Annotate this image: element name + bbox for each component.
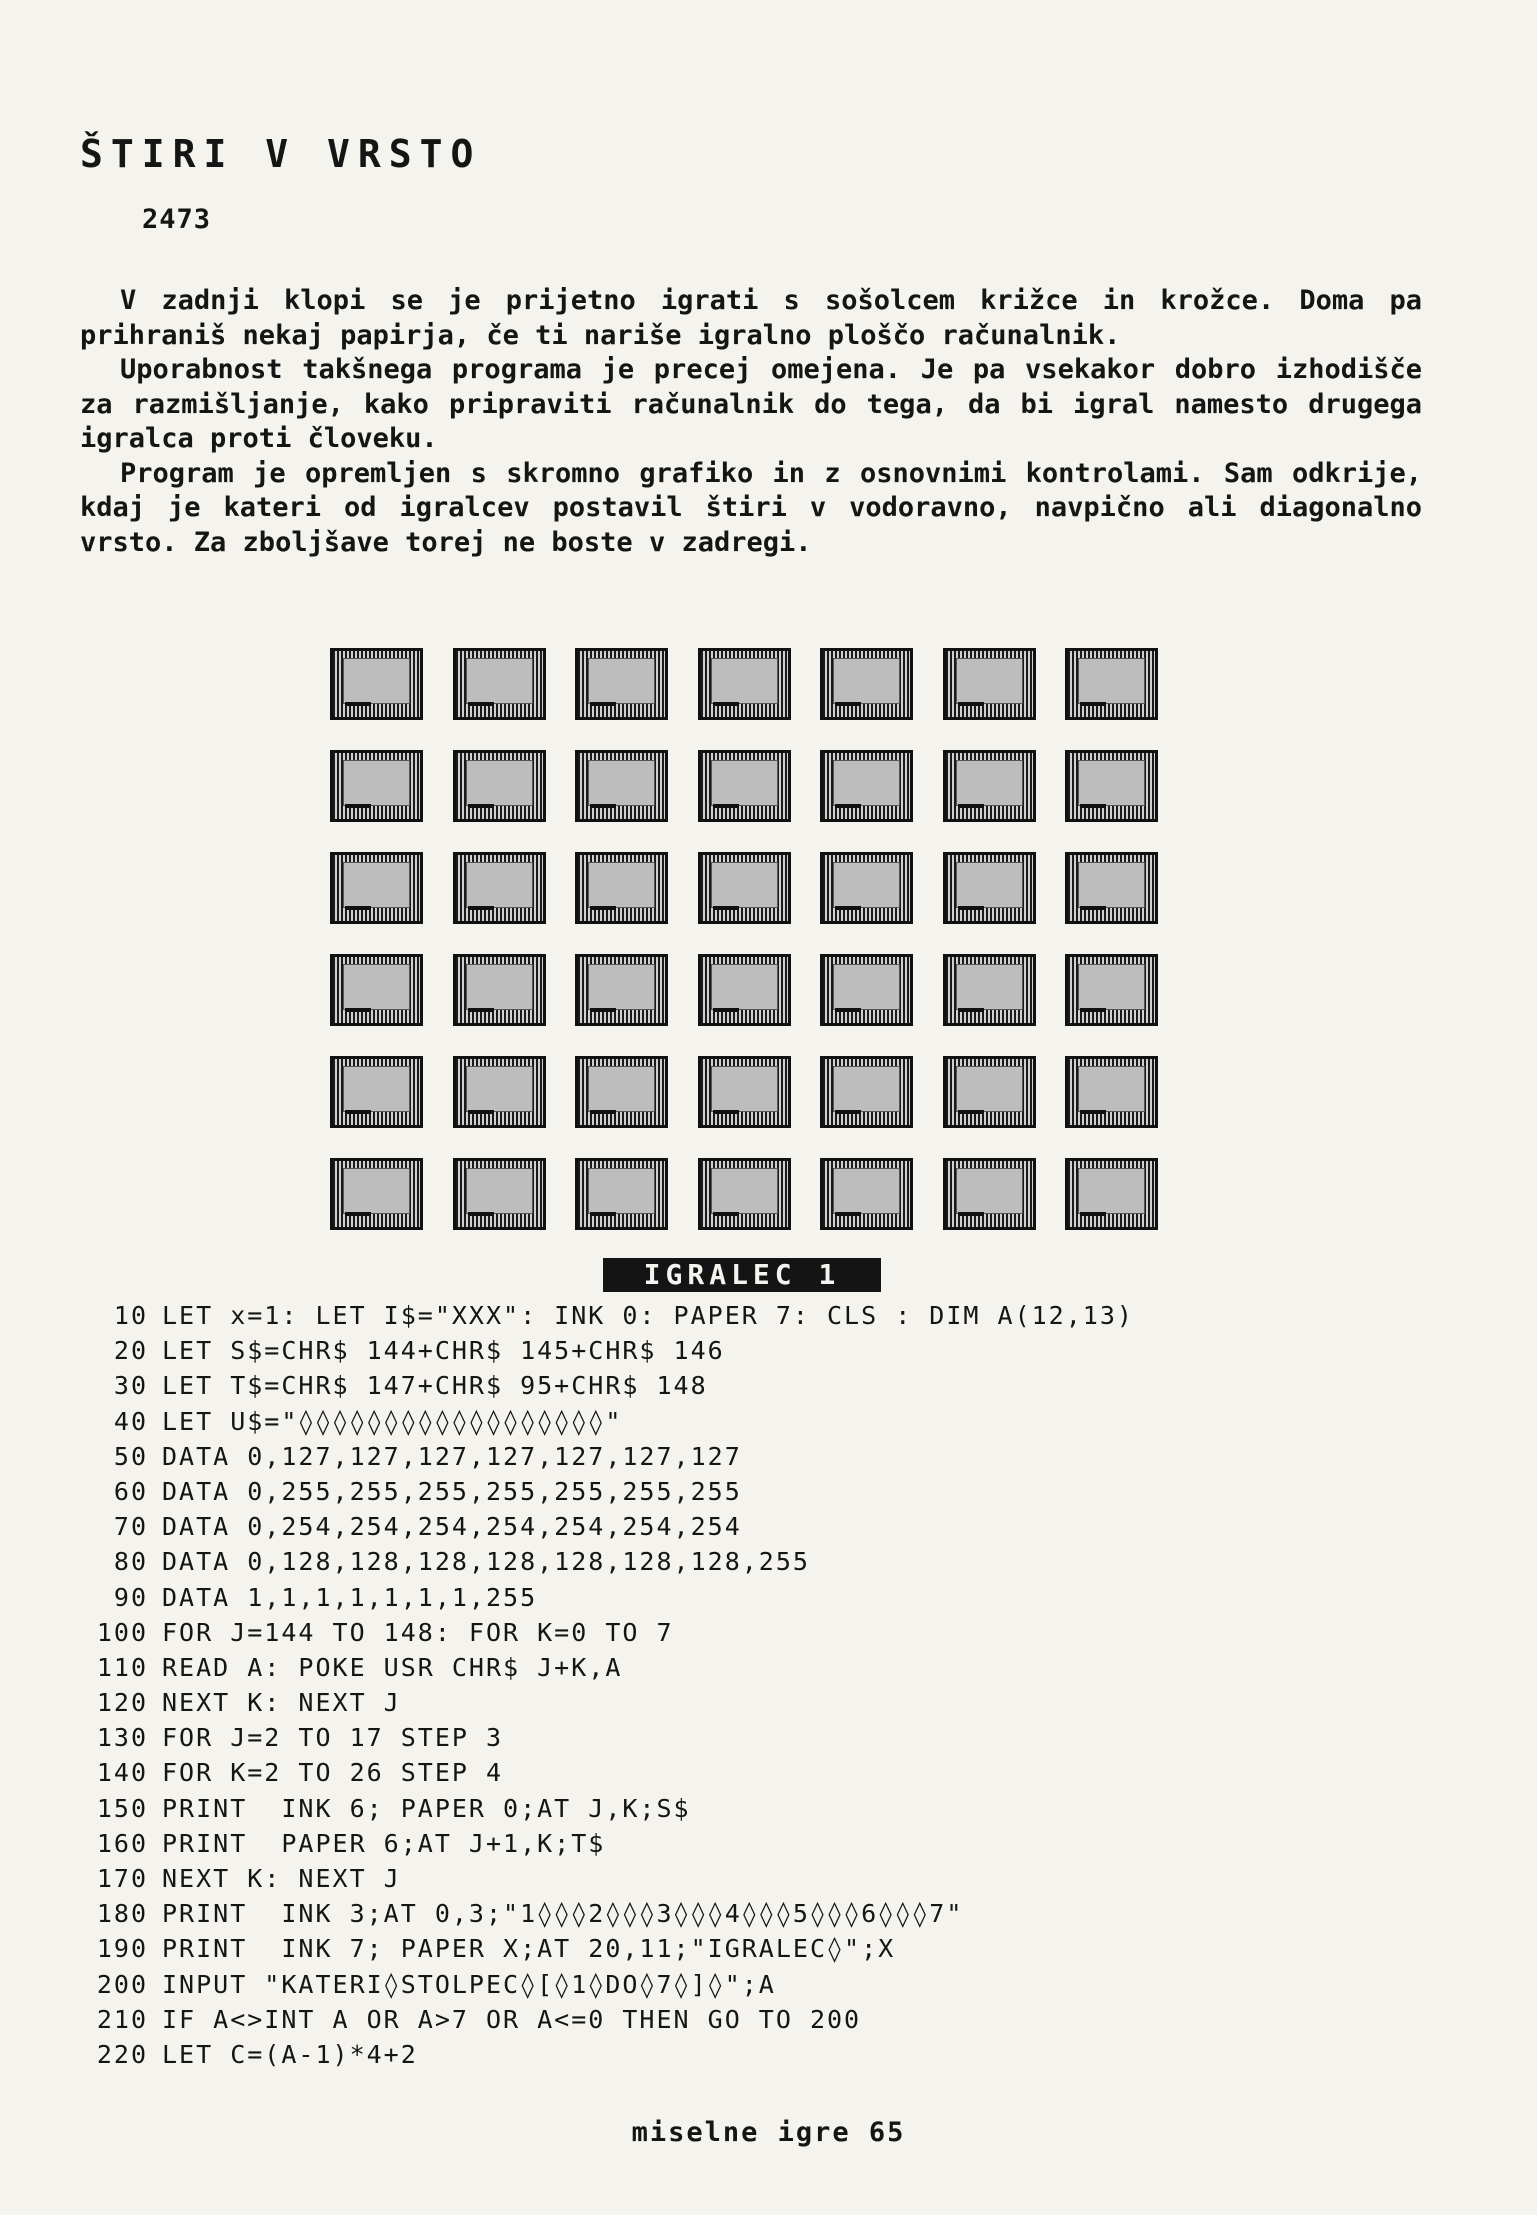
line-code: LET T$=CHR$ 147+CHR$ 95+CHR$ 148 bbox=[162, 1371, 708, 1401]
board-cell bbox=[453, 954, 546, 1026]
board-cell bbox=[330, 648, 423, 720]
article-title: ŠTIRI V VRSTO bbox=[80, 132, 482, 176]
line-number: 110 bbox=[96, 1652, 148, 1682]
code-line bbox=[60, 1791, 1520, 1826]
board-cell bbox=[698, 954, 791, 1026]
code-line bbox=[60, 2002, 1520, 2037]
code-line bbox=[60, 1650, 1520, 1685]
board-cell bbox=[820, 852, 913, 924]
code-line bbox=[60, 1439, 1520, 1474]
intro-paragraph: Uporabnost takšnega programa je precej omejena. Je pa vsekakor dobro izhodišče za razmišljanje, kako pripraviti računalnik do tega, da bi igral namesto drugega igralca proti človeku. bbox=[80, 354, 1422, 454]
program-number: 2473 bbox=[142, 204, 212, 235]
code-line bbox=[60, 1896, 1520, 1931]
line-code: PRINT PAPER 6;AT J+1,K;T$ bbox=[162, 1828, 606, 1858]
code-line bbox=[60, 1404, 1520, 1439]
line-number: 30 bbox=[113, 1371, 148, 1401]
line-number: 70 bbox=[113, 1512, 148, 1542]
board-cell bbox=[453, 750, 546, 822]
line-number: 170 bbox=[96, 1864, 148, 1893]
game-board-screenshot bbox=[330, 648, 1160, 1226]
board-cell bbox=[1065, 750, 1158, 822]
code-line bbox=[60, 1580, 1520, 1615]
line-number: 140 bbox=[96, 1758, 148, 1788]
board-cell bbox=[698, 852, 791, 924]
line-number: 160 bbox=[96, 1828, 148, 1858]
line-code: PRINT INK 7; PAPER X;AT 20,11;"IGRALEC◊";X bbox=[162, 1934, 896, 1964]
line-code: DATA 0,127,127,127,127,127,127,127 bbox=[162, 1441, 742, 1471]
board-cell bbox=[330, 954, 423, 1026]
board-cell bbox=[575, 954, 668, 1026]
line-number: 130 bbox=[96, 1723, 148, 1753]
board-cell bbox=[1065, 1056, 1158, 1128]
board-cell bbox=[575, 1056, 668, 1128]
line-code: DATA 1,1,1,1,1,1,1,255 bbox=[162, 1582, 538, 1612]
board-cell bbox=[453, 648, 546, 720]
line-number: 120 bbox=[96, 1688, 148, 1718]
line-code: FOR J=144 TO 148: FOR K=0 TO 7 bbox=[162, 1617, 674, 1647]
intro-text bbox=[80, 284, 1422, 560]
board-cell bbox=[330, 1056, 423, 1128]
basic-program-listing bbox=[60, 1298, 1520, 2072]
board-cell bbox=[453, 852, 546, 924]
line-code: PRINT INK 3;AT 0,3;"1◊◊◊2◊◊◊3◊◊◊4◊◊◊5◊◊◊6◊◊◊7" bbox=[162, 1899, 964, 1929]
board-cell bbox=[943, 852, 1036, 924]
code-line bbox=[60, 1509, 1520, 1544]
line-number: 20 bbox=[113, 1336, 148, 1366]
board-cell bbox=[1065, 1158, 1158, 1230]
line-code: LET U$="◊◊◊◊◊◊◊◊◊◊◊◊◊◊◊◊◊◊" bbox=[162, 1406, 623, 1436]
line-code: LET S$=CHR$ 144+CHR$ 145+CHR$ 146 bbox=[162, 1336, 725, 1366]
code-line bbox=[60, 1967, 1520, 2002]
board-cell bbox=[943, 750, 1036, 822]
board-cell bbox=[820, 954, 913, 1026]
line-code: LET x=1: LET I$="XXX": INK 0: PAPER 7: CLS : DIM A(12,13) bbox=[162, 1301, 1134, 1330]
line-code: NEXT K: NEXT J bbox=[162, 1688, 401, 1718]
board-cell bbox=[698, 648, 791, 720]
line-code: PRINT INK 6; PAPER 0;AT J,K;S$ bbox=[162, 1793, 691, 1823]
board-cell bbox=[1065, 954, 1158, 1026]
code-line bbox=[60, 1615, 1520, 1650]
board-cell bbox=[575, 1158, 668, 1230]
line-code: IF A<>INT A OR A>7 OR A<=0 THEN GO TO 200 bbox=[162, 2004, 862, 2034]
line-number: 210 bbox=[96, 2004, 148, 2034]
code-line bbox=[60, 1720, 1520, 1755]
line-code: LET C=(A-1)*4+2 bbox=[162, 2039, 418, 2069]
board-cell bbox=[575, 648, 668, 720]
line-number: 90 bbox=[113, 1582, 148, 1612]
line-number: 40 bbox=[113, 1406, 148, 1436]
board-cell bbox=[943, 648, 1036, 720]
code-line bbox=[60, 1368, 1520, 1403]
line-code: DATA 0,254,254,254,254,254,254,254 bbox=[162, 1512, 742, 1542]
line-number: 50 bbox=[113, 1441, 148, 1471]
board-cell bbox=[1065, 648, 1158, 720]
line-number: 10 bbox=[113, 1301, 148, 1330]
line-code: NEXT K: NEXT J bbox=[162, 1864, 401, 1893]
board-cell bbox=[820, 1056, 913, 1128]
code-line bbox=[60, 2037, 1520, 2072]
board-cell bbox=[820, 750, 913, 822]
board-cell bbox=[698, 1158, 791, 1230]
board-cell bbox=[698, 1056, 791, 1128]
board-cell bbox=[943, 954, 1036, 1026]
board-cell bbox=[943, 1056, 1036, 1128]
board-cell bbox=[698, 750, 791, 822]
line-number: 150 bbox=[96, 1793, 148, 1823]
line-code: FOR J=2 TO 17 STEP 3 bbox=[162, 1723, 504, 1753]
line-number: 60 bbox=[113, 1476, 148, 1506]
board-cell bbox=[820, 1158, 913, 1230]
code-line bbox=[60, 1298, 1520, 1333]
board-cell bbox=[453, 1056, 546, 1128]
board-cell bbox=[943, 1158, 1036, 1230]
intro-paragraph: V zadnji klopi se je prijetno igrati s sošolcem križce in krožce. Doma pa prihraniš nekaj papirja, če ti nariše igralno ploščo računalnik. bbox=[80, 285, 1422, 351]
line-code: FOR K=2 TO 26 STEP 4 bbox=[162, 1758, 504, 1788]
line-number: 180 bbox=[96, 1899, 148, 1929]
line-number: 190 bbox=[96, 1934, 148, 1964]
player-status-label: IGRALEC 1 bbox=[603, 1258, 881, 1292]
code-line bbox=[60, 1755, 1520, 1790]
line-number: 100 bbox=[96, 1617, 148, 1647]
board-cell bbox=[820, 648, 913, 720]
page-footer: miselne igre 65 bbox=[631, 2117, 906, 2148]
board-cell bbox=[330, 1158, 423, 1230]
board-cell bbox=[1065, 852, 1158, 924]
line-code: DATA 0,255,255,255,255,255,255,255 bbox=[162, 1476, 742, 1506]
line-number: 80 bbox=[113, 1547, 148, 1577]
intro-paragraph: Program je opremljen s skromno grafiko in z osnovnimi kontrolami. Sam odkrije, kdaj je kateri od igralcev postavil štiri v vodoravno, navpično ali diagonalno vrsto. Za zboljšave torej ne boste v zadregi. bbox=[80, 457, 1422, 558]
board-cell bbox=[575, 852, 668, 924]
line-number: 200 bbox=[96, 1969, 148, 1999]
board-cell bbox=[330, 852, 423, 924]
code-line bbox=[60, 1685, 1520, 1720]
line-code: DATA 0,128,128,128,128,128,128,128,255 bbox=[162, 1547, 810, 1577]
code-line bbox=[60, 1333, 1520, 1368]
line-code: INPUT "KATERI◊STOLPEC◊[◊1◊DO◊7◊]◊";A bbox=[162, 1969, 776, 1999]
code-line bbox=[60, 1474, 1520, 1509]
board-cell bbox=[330, 750, 423, 822]
line-code: READ A: POKE USR CHR$ J+K,A bbox=[162, 1652, 623, 1682]
board-cell bbox=[575, 750, 668, 822]
code-line bbox=[60, 1861, 1520, 1896]
code-line bbox=[60, 1826, 1520, 1861]
board-cell bbox=[453, 1158, 546, 1230]
line-number: 220 bbox=[96, 2039, 148, 2069]
code-line bbox=[60, 1544, 1520, 1579]
code-line bbox=[60, 1931, 1520, 1966]
